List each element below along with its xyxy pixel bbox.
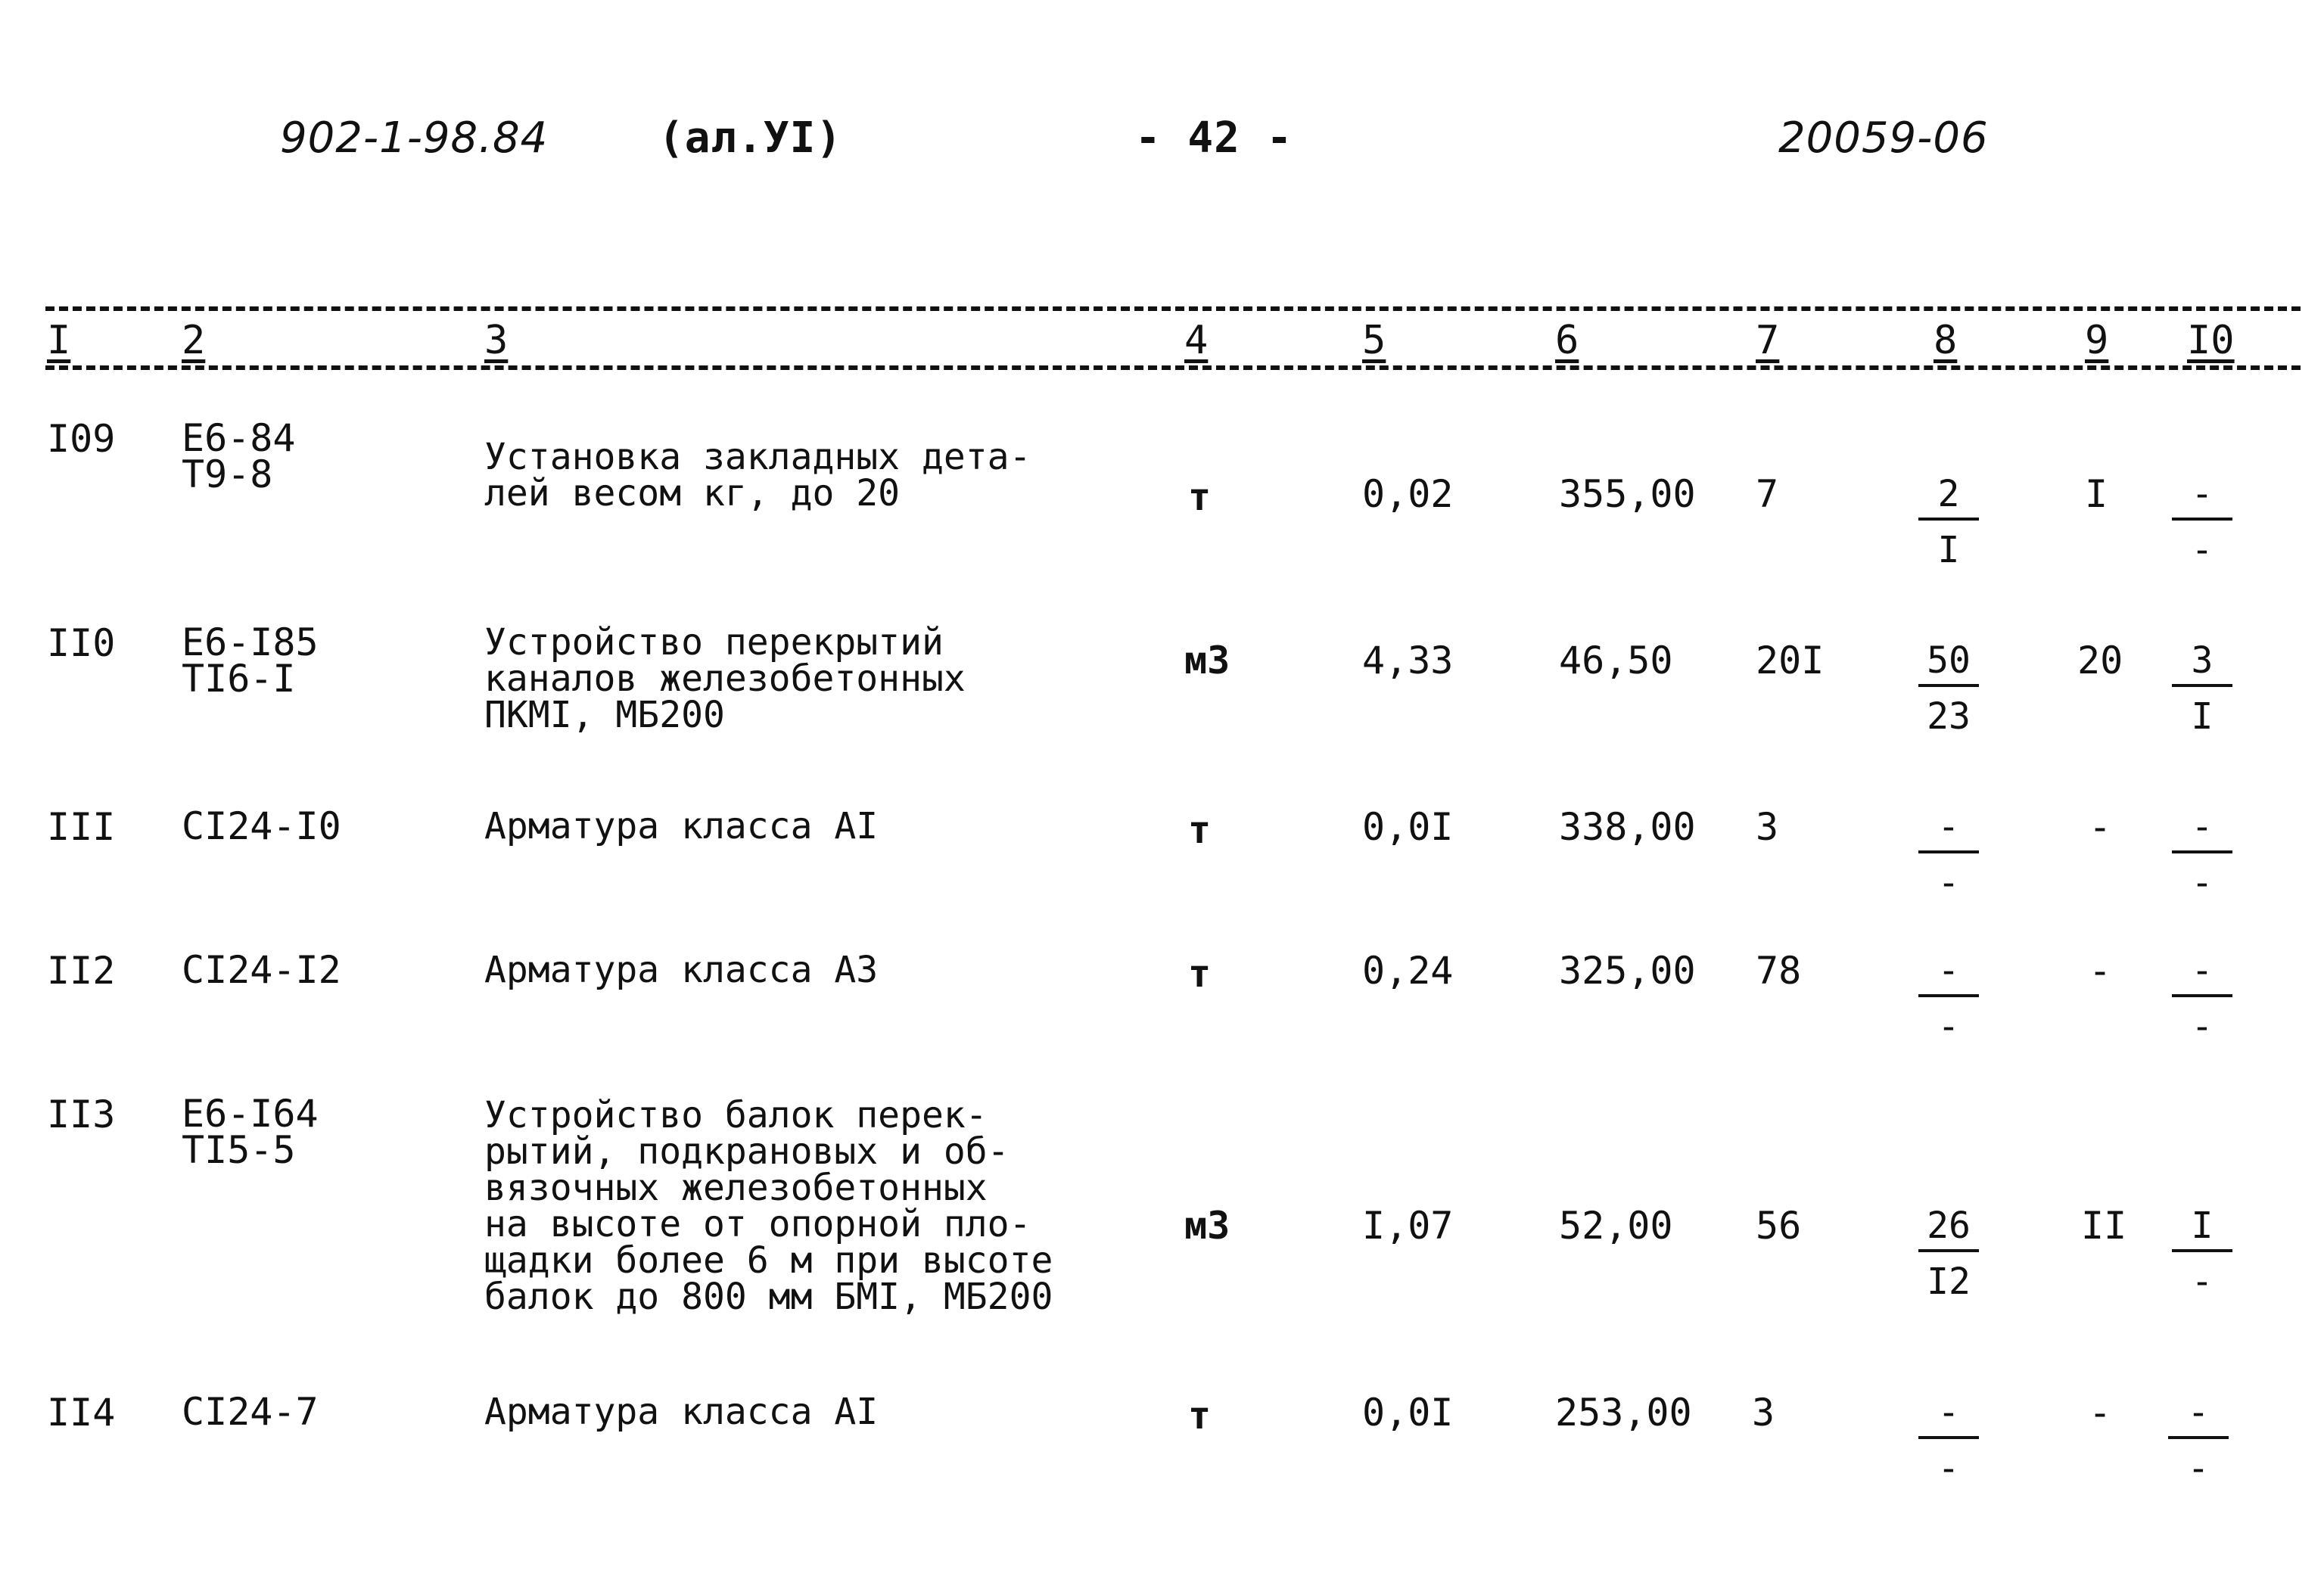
fraction-top: 3	[2172, 642, 2232, 687]
column-number: I0	[2187, 318, 2235, 363]
norm-code: Т9-8	[182, 452, 273, 496]
fraction-top: -	[1918, 952, 1979, 997]
column-9-value: -	[2089, 805, 2112, 849]
fraction-bottom: -	[1937, 862, 1960, 904]
column-10-fraction	[2172, 639, 2232, 738]
column-8-fraction	[1918, 808, 1979, 902]
total-cost: 3	[1752, 1391, 1775, 1435]
column-10-fraction	[2172, 1207, 2232, 1301]
total-cost: 20I	[1756, 639, 1825, 682]
work-description: Установка закладных дета-	[484, 436, 1031, 478]
unit-price: 325,00	[1559, 949, 1696, 993]
work-description: балок до 800 мм БМI, МБ200	[484, 1276, 1053, 1318]
document-code: 20059-06	[1778, 113, 1989, 163]
quantity: 0,0I	[1362, 805, 1454, 849]
row-number: II2	[47, 949, 116, 993]
column-9-value: 20	[2077, 639, 2123, 682]
fraction-bottom: -	[2191, 529, 2214, 571]
fraction-top: 2	[1918, 475, 1979, 521]
quantity: 4,33	[1362, 639, 1454, 682]
unit: т	[1188, 808, 1212, 852]
sheet-reference: (ал.УI)	[658, 113, 843, 163]
column-number: 8	[1934, 318, 1958, 363]
column-9-value: I	[2085, 472, 2108, 516]
fraction-top: 50	[1918, 642, 1979, 687]
row-number: III	[47, 805, 116, 849]
fraction-bottom: 23	[1927, 695, 1971, 738]
row-number: II3	[47, 1093, 116, 1136]
fraction-bottom: -	[2191, 862, 2214, 904]
column-number: 3	[484, 318, 509, 363]
unit-price: 338,00	[1559, 805, 1696, 849]
work-description: ПКМI, МБ200	[484, 694, 725, 736]
column-10-fraction	[2172, 808, 2232, 902]
norm-code: ТI6-I	[182, 657, 296, 701]
unit-price: 355,00	[1559, 472, 1696, 516]
work-description: Арматура класса А3	[484, 949, 879, 991]
fraction-bottom: -	[2187, 1447, 2210, 1490]
column-10-fraction	[2172, 952, 2232, 1046]
work-description: каналов железобетонных	[484, 657, 966, 700]
column-8-fraction	[1918, 639, 1979, 738]
row-number: I09	[47, 417, 116, 461]
column-number: 6	[1555, 318, 1579, 363]
column-9-value: -	[2089, 949, 2112, 993]
fraction-top: I	[2172, 1207, 2232, 1252]
column-9-value: -	[2089, 1391, 2112, 1435]
work-description: рытий, подкрановых и об-	[484, 1130, 1010, 1173]
unit-price: 46,50	[1559, 639, 1673, 682]
fraction-bottom: I2	[1927, 1261, 1971, 1303]
fraction-bottom: -	[2191, 1261, 2214, 1303]
column-8-fraction	[1918, 952, 1979, 1046]
column-number: 2	[182, 318, 206, 363]
fraction-bottom: -	[2191, 1006, 2214, 1048]
column-10-fraction	[2172, 475, 2232, 569]
column-10-fraction	[2168, 1391, 2229, 1490]
quantity: I,07	[1362, 1204, 1454, 1248]
norm-code: СI24-I0	[182, 804, 341, 848]
norm-code: СI24-7	[182, 1390, 319, 1434]
quantity: 0,0I	[1362, 1391, 1454, 1435]
column-8-fraction	[1918, 1391, 1979, 1490]
fraction-bottom: I	[1937, 529, 1960, 571]
column-number: 9	[2085, 318, 2109, 363]
page-number: - 42 -	[1135, 113, 1293, 163]
column-8-fraction	[1918, 1207, 1979, 1301]
fraction-bottom: I	[2191, 695, 2214, 738]
norm-code: СI24-I2	[182, 948, 341, 992]
work-description: Арматура класса АI	[484, 1391, 879, 1433]
fraction-top: -	[2168, 1394, 2229, 1439]
unit: т	[1188, 952, 1212, 996]
fraction-bottom: -	[1937, 1006, 1960, 1048]
norm-code: Е6-84	[182, 416, 296, 460]
norm-code: Е6-I85	[182, 620, 319, 664]
norm-code: ТI5-5	[182, 1128, 296, 1172]
column-number: 4	[1184, 318, 1209, 363]
quantity: 0,24	[1362, 949, 1454, 993]
fraction-top: -	[2172, 808, 2232, 853]
quantity: 0,02	[1362, 472, 1454, 516]
header-rule-bottom	[45, 365, 2301, 370]
fraction-top: -	[1918, 808, 1979, 853]
document-number: 902-1-98.84	[280, 113, 549, 163]
work-description: на высоте от опорной пло-	[484, 1203, 1031, 1245]
column-9-value: II	[2081, 1204, 2127, 1248]
fraction-top: 26	[1918, 1207, 1979, 1252]
column-8-fraction	[1918, 475, 1979, 569]
total-cost: 3	[1756, 805, 1779, 849]
unit: т	[1188, 475, 1212, 519]
total-cost: 78	[1756, 949, 1802, 993]
row-number: II0	[47, 621, 116, 665]
fraction-bottom: -	[1937, 1447, 1960, 1490]
fraction-top: -	[2172, 475, 2232, 521]
fraction-top: -	[1918, 1394, 1979, 1439]
column-number: 5	[1362, 318, 1386, 363]
column-number: 7	[1756, 318, 1780, 363]
work-description: Устройство балок перек-	[484, 1094, 988, 1136]
fraction-top: -	[2172, 952, 2232, 997]
row-number: II4	[47, 1391, 116, 1435]
total-cost: 7	[1756, 472, 1779, 516]
work-description: вязочных железобетонных	[484, 1167, 988, 1209]
column-number: I	[47, 318, 71, 363]
work-description: Устройство перекрытий	[484, 621, 944, 664]
work-description: щадки более 6 м при высоте	[484, 1239, 1053, 1282]
header-rule-top	[45, 306, 2301, 311]
total-cost: 56	[1756, 1204, 1802, 1248]
unit: т	[1188, 1394, 1212, 1438]
norm-code: Е6-I64	[182, 1092, 319, 1136]
unit-price: 253,00	[1555, 1391, 1692, 1435]
unit: м3	[1184, 639, 1230, 682]
work-description: лей весом кг, до 20	[484, 472, 901, 514]
unit: м3	[1184, 1204, 1230, 1248]
work-description: Арматура класса АI	[484, 805, 879, 847]
unit-price: 52,00	[1559, 1204, 1673, 1248]
